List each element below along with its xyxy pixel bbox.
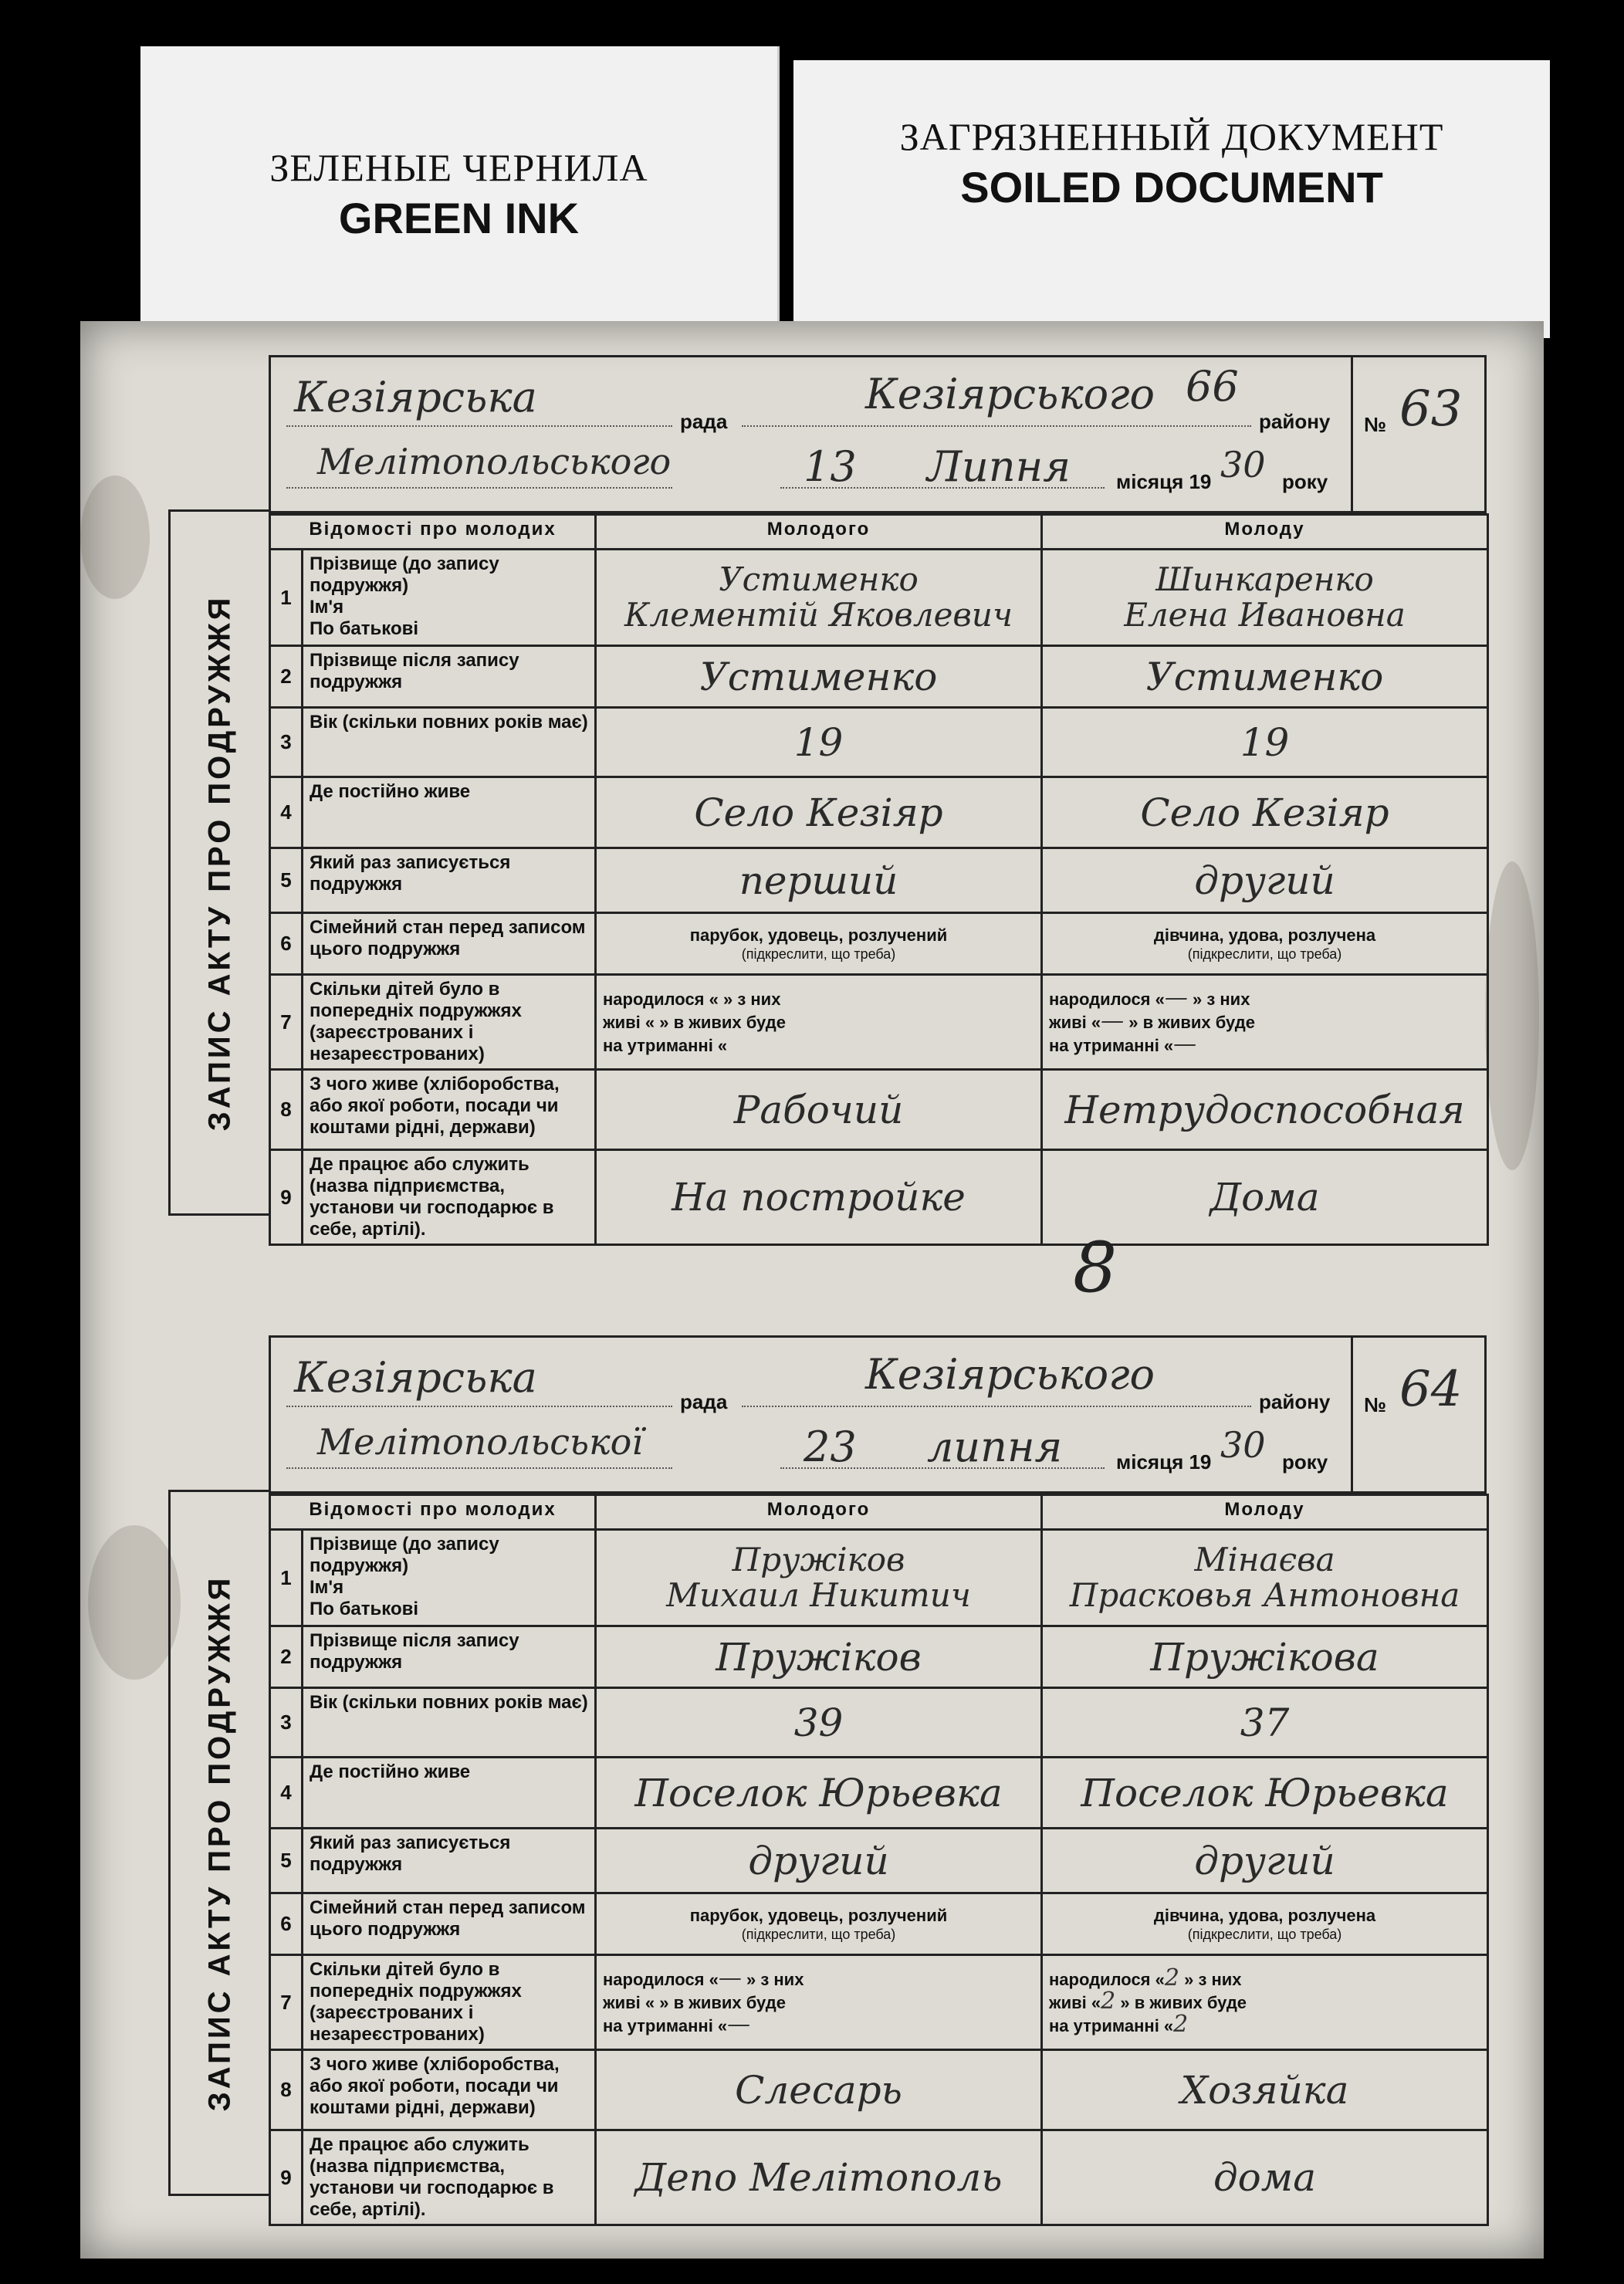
record-number: 64 xyxy=(1399,1361,1463,1418)
raion-underline xyxy=(742,425,1251,427)
table-row xyxy=(270,1688,1488,1758)
row-label: Сімейний стан перед записом цього подружжя xyxy=(303,913,596,975)
table-row xyxy=(270,1626,1488,1688)
kids-of-them-label: » з них xyxy=(746,1970,804,1989)
groom-surname-after: Пружіков xyxy=(596,1626,1042,1688)
bride-kids-supported: — xyxy=(1173,1030,1197,1057)
date-underline xyxy=(780,1467,1105,1469)
row-label: Який раз записується подружжя xyxy=(303,1829,596,1893)
row-number: 8 xyxy=(270,1070,303,1150)
table-row xyxy=(270,848,1488,913)
col-groom-header: Молодого xyxy=(596,515,1042,550)
stain xyxy=(1485,861,1539,1170)
row-label: Де працює або служить (назва підприємства, установи чи господарює в себе, артілі). xyxy=(303,2130,596,2225)
table-row xyxy=(270,2050,1488,2130)
record-table xyxy=(269,513,1489,1246)
bride-kids-alive: — xyxy=(1101,1007,1125,1034)
groom-name: Пружіков Михаил Никитич xyxy=(596,1530,1042,1626)
col-info-header: Відомості про молодих xyxy=(270,1495,596,1530)
bride-status-options: дівчина, удова, розлучена xyxy=(1153,925,1376,945)
rada-label: рада xyxy=(680,410,728,433)
bride-age: 19 xyxy=(1042,708,1488,777)
bride-work: Нетрудоспособная xyxy=(1042,1070,1488,1150)
kids-supported-label: на утриманні « xyxy=(1049,1036,1174,1055)
groom-work: Рабочий xyxy=(596,1070,1042,1150)
raion-number: 66 xyxy=(1186,362,1239,411)
row-number: 9 xyxy=(270,2130,303,2225)
month-value: Липня xyxy=(927,442,1071,491)
bride-residence: Село Кезіяр xyxy=(1042,777,1488,848)
table-row xyxy=(270,777,1488,848)
kids-born-label: народилося « xyxy=(1049,990,1165,1009)
groom-children xyxy=(596,1955,1042,2050)
groom-workplace: Депо Мелітополь xyxy=(596,2130,1042,2225)
bride-kids-born: — xyxy=(1164,984,1188,1011)
kids-alive-end-label: » в живих буде xyxy=(1128,1013,1255,1032)
raion-label: району xyxy=(1259,1390,1331,1413)
bride-times: другий xyxy=(1042,1829,1488,1893)
record-number: 63 xyxy=(1399,381,1463,438)
sidebar-title: ЗАПИС АКТУ ПРО ПОДРУЖЖЯ xyxy=(202,1575,236,2111)
bride-kids-born: 2 xyxy=(1164,1964,1179,1991)
record-header xyxy=(269,355,1487,513)
bride-residence: Поселок Юрьевка xyxy=(1042,1758,1488,1829)
kids-alive-label: живі « xyxy=(1049,1013,1101,1032)
row-number: 1 xyxy=(270,1530,303,1626)
rada-value: Кезіярська xyxy=(294,1353,537,1402)
groom-workplace: На постройке xyxy=(596,1150,1042,1245)
row-label: Вік (скільки повних років має) xyxy=(303,1688,596,1758)
okrug-value: Мелітопольської xyxy=(317,1421,643,1463)
kids-born-label: народилося « xyxy=(603,1970,719,1989)
col-groom-header: Молодого xyxy=(596,1495,1042,1530)
groom-children xyxy=(596,975,1042,1070)
groom-kids-supported: — xyxy=(727,2011,751,2038)
groom-status-options: парубок, удовець, розлучений xyxy=(689,1905,948,1925)
row-label: Скільки дітей було в попередніх подружжях (зареєстрованих і незареєстрованих) xyxy=(303,975,596,1070)
row-label: Де постійно живе xyxy=(303,777,596,848)
stain xyxy=(88,1525,181,1680)
green-ink-ru: ЗЕЛЕНЫЕ ЧЕРНИЛА xyxy=(269,146,648,189)
table-row xyxy=(270,1955,1488,2050)
kids-alive-end-label: » в живих буде xyxy=(659,1013,786,1032)
soiled-document-label xyxy=(793,60,1550,338)
row-number: 2 xyxy=(270,1626,303,1688)
row-number: 7 xyxy=(270,975,303,1070)
kids-of-them-label: » з них xyxy=(1184,1970,1242,1989)
row-number: 1 xyxy=(270,550,303,646)
row-number: 4 xyxy=(270,1758,303,1829)
bride-marital-status xyxy=(1042,1893,1488,1955)
green-ink-label xyxy=(140,46,780,355)
table-row xyxy=(270,1150,1488,1245)
okrug-underline xyxy=(286,487,672,489)
bride-children xyxy=(1042,975,1488,1070)
row-label: Вік (скільки повних років має) xyxy=(303,708,596,777)
groom-underline-hint: (підкреслити, що треба) xyxy=(741,1926,896,1942)
col-bride-header: Молоду xyxy=(1042,515,1488,550)
table-row xyxy=(270,975,1488,1070)
separator-mark: 8 xyxy=(1073,1227,1118,1308)
col-info-header: Відомості про молодих xyxy=(270,515,596,550)
row-number: 5 xyxy=(270,848,303,913)
groom-status-options: парубок, удовець, розлучений xyxy=(689,925,948,945)
kids-alive-end-label: » в живих буде xyxy=(659,1993,786,2012)
record-header xyxy=(269,1335,1487,1494)
table-row xyxy=(270,1530,1488,1626)
row-number: 6 xyxy=(270,1893,303,1955)
groom-residence: Поселок Юрьевка xyxy=(596,1758,1042,1829)
sidebar-title: ЗАПИС АКТУ ПРО ПОДРУЖЖЯ xyxy=(202,594,236,1131)
row-label: Де постійно живе xyxy=(303,1758,596,1829)
table-row xyxy=(270,550,1488,646)
month-value: липня xyxy=(927,1423,1063,1471)
row-label: Прізвище після запису подружжя xyxy=(303,1626,596,1688)
bride-times: другий xyxy=(1042,848,1488,913)
day-value: 23 xyxy=(804,1423,857,1471)
year-value: 30 xyxy=(1220,1424,1266,1466)
bride-kids-alive: 2 xyxy=(1101,1988,1116,2015)
table-row xyxy=(270,1829,1488,1893)
groom-residence: Село Кезіяр xyxy=(596,777,1042,848)
groom-age: 19 xyxy=(596,708,1042,777)
raion-value: Кезіярського xyxy=(865,1350,1155,1399)
groom-times: другий xyxy=(596,1829,1042,1893)
record-sidebar xyxy=(168,509,269,1216)
table-row xyxy=(270,646,1488,708)
date-underline xyxy=(780,487,1105,489)
table-header-row xyxy=(270,1495,1488,1530)
record-number-box xyxy=(1351,1338,1484,1491)
year-value: 30 xyxy=(1220,444,1266,486)
kids-alive-label: живі « xyxy=(603,1013,655,1032)
row-label: З чого живе (хліборобства, або якої роботи, посади чи коштами рідні, держави) xyxy=(303,1070,596,1150)
groom-marital-status xyxy=(596,913,1042,975)
table-row xyxy=(270,1758,1488,1829)
bride-underline-hint: (підкреслити, що треба) xyxy=(1187,1926,1342,1942)
row-number: 2 xyxy=(270,646,303,708)
row-number: 5 xyxy=(270,1829,303,1893)
bride-marital-status xyxy=(1042,913,1488,975)
kids-supported-label: на утриманні « xyxy=(1049,2016,1174,2035)
rada-underline xyxy=(286,1406,672,1407)
col-bride-header: Молоду xyxy=(1042,1495,1488,1530)
row-label: Який раз записується подружжя xyxy=(303,848,596,913)
row-label: З чого живе (хліборобства, або якої роботи, посади чи коштами рідні, держави) xyxy=(303,2050,596,2130)
table-row xyxy=(270,1893,1488,1955)
soiled-document-ru: ЗАГРЯЗНЕННЫЙ ДОКУМЕНТ xyxy=(899,115,1444,158)
bride-name: Шинкаренко Елена Ивановна xyxy=(1042,550,1488,646)
row-label: Прізвище (до запису подружжя) Ім'я По батькові xyxy=(303,1530,596,1626)
stain xyxy=(80,475,150,599)
table-row xyxy=(270,913,1488,975)
row-label: Прізвище після запису подружжя xyxy=(303,646,596,708)
bride-age: 37 xyxy=(1042,1688,1488,1758)
groom-underline-hint: (підкреслити, що треба) xyxy=(741,946,896,962)
groom-marital-status xyxy=(596,1893,1042,1955)
groom-age: 39 xyxy=(596,1688,1042,1758)
groom-times: перший xyxy=(596,848,1042,913)
kids-born-label: народилося « xyxy=(603,990,719,1009)
kids-supported-label: на утриманні « xyxy=(603,1036,728,1055)
green-ink-en: GREEN INK xyxy=(338,194,580,242)
rada-value: Кезіярська xyxy=(294,373,537,421)
groom-kids-born: — xyxy=(718,1964,742,1991)
bride-status-options: дівчина, удова, розлучена xyxy=(1153,1905,1376,1925)
kids-alive-label: живі « xyxy=(603,1993,655,2012)
bride-kids-supported: 2 xyxy=(1173,2011,1189,2038)
row-number: 4 xyxy=(270,777,303,848)
bride-surname-after: Пружікова xyxy=(1042,1626,1488,1688)
row-number: 6 xyxy=(270,913,303,975)
row-number: 9 xyxy=(270,1150,303,1245)
rada-label: рада xyxy=(680,1390,728,1413)
bride-children xyxy=(1042,1955,1488,2050)
month-label: місяця 19 xyxy=(1116,470,1212,493)
record-table xyxy=(269,1494,1489,2226)
bride-name: Мінаєва Прасковья Антоновна xyxy=(1042,1530,1488,1626)
month-label: місяця 19 xyxy=(1116,1450,1212,1474)
kids-of-them-label: » з них xyxy=(1193,990,1250,1009)
bride-work: Хозяйка xyxy=(1042,2050,1488,2130)
groom-work: Слесарь xyxy=(596,2050,1042,2130)
number-sign: № xyxy=(1364,1393,1386,1416)
year-label: року xyxy=(1282,1450,1328,1474)
groom-name: Устименко Клементій Яковлевич xyxy=(596,550,1042,646)
rada-underline xyxy=(286,425,672,427)
row-label: Прізвище (до запису подружжя) Ім'я По батькові xyxy=(303,550,596,646)
row-number: 8 xyxy=(270,2050,303,2130)
kids-alive-end-label: » в живих буде xyxy=(1120,1993,1247,2012)
row-number: 7 xyxy=(270,1955,303,2050)
year-label: року xyxy=(1282,470,1328,493)
okrug-underline xyxy=(286,1467,672,1469)
table-header-row xyxy=(270,515,1488,550)
row-label: Сімейний стан перед записом цього подружжя xyxy=(303,1893,596,1955)
bride-underline-hint: (підкреслити, що треба) xyxy=(1187,946,1342,962)
table-row xyxy=(270,708,1488,777)
bride-workplace: дома xyxy=(1042,2130,1488,2225)
row-number: 3 xyxy=(270,1688,303,1758)
kids-born-label: народилося « xyxy=(1049,1970,1165,1989)
row-label: Скільки дітей було в попередніх подружжях (зареєстрованих і незареєстрованих) xyxy=(303,1955,596,2050)
row-number: 3 xyxy=(270,708,303,777)
day-value: 13 xyxy=(804,442,857,491)
kids-of-them-label: » з них xyxy=(723,990,781,1009)
number-sign: № xyxy=(1364,413,1386,436)
groom-surname-after: Устименко xyxy=(596,646,1042,708)
bride-surname-after: Устименко xyxy=(1042,646,1488,708)
soiled-document-en: SOILED DOCUMENT xyxy=(960,163,1383,211)
raion-value: Кезіярського xyxy=(865,370,1155,418)
raion-label: району xyxy=(1259,410,1331,433)
raion-underline xyxy=(742,1406,1251,1407)
kids-alive-label: живі « xyxy=(1049,1993,1101,2012)
bride-workplace: Дома xyxy=(1042,1150,1488,1245)
okrug-value: Мелітопольського xyxy=(317,441,672,482)
table-row xyxy=(270,2130,1488,2225)
table-row xyxy=(270,1070,1488,1150)
record-sidebar xyxy=(168,1490,269,2196)
record-number-box xyxy=(1351,357,1484,511)
row-label: Де працює або служить (назва підприємства, установи чи господарює в себе, артілі). xyxy=(303,1150,596,1245)
kids-supported-label: на утриманні « xyxy=(603,2016,728,2035)
